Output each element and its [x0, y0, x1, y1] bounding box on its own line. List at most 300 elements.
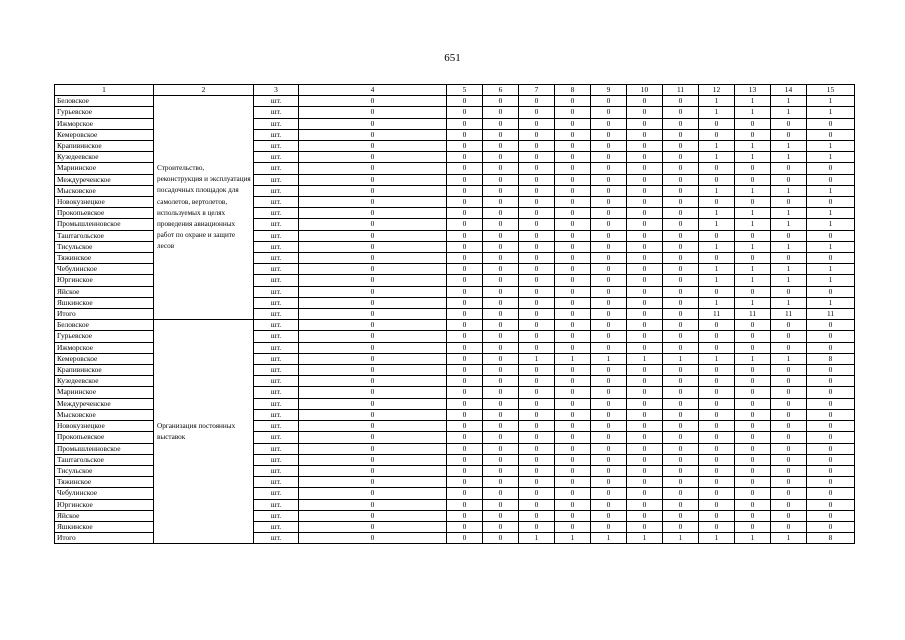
value-cell: 0 [483, 208, 519, 219]
value-cell: 0 [591, 499, 627, 510]
value-cell: 1 [807, 141, 855, 152]
value-cell: 0 [591, 387, 627, 398]
forestry-name-cell: Юргинское [55, 275, 154, 286]
forestry-name-cell: Гурьевское [55, 331, 154, 342]
value-cell: 0 [483, 454, 519, 465]
value-cell: 0 [519, 264, 555, 275]
value-cell: 0 [807, 477, 855, 488]
value-cell: 0 [555, 387, 591, 398]
value-cell: 0 [663, 286, 699, 297]
value-cell: 0 [519, 521, 555, 532]
value-cell: 0 [447, 107, 483, 118]
value-cell: 0 [771, 342, 807, 353]
value-cell: 1 [699, 533, 735, 544]
value-cell: 1 [627, 533, 663, 544]
value-cell: 0 [735, 454, 771, 465]
forestry-name-cell: Промышленновское [55, 219, 154, 230]
value-cell: 0 [555, 197, 591, 208]
value-cell: 1 [771, 107, 807, 118]
value-cell: 0 [447, 432, 483, 443]
value-cell: 0 [663, 477, 699, 488]
value-cell: 0 [807, 521, 855, 532]
forestry-name-cell: Итого [55, 309, 154, 320]
column-header: 8 [555, 85, 591, 96]
value-cell: 0 [447, 510, 483, 521]
forestry-name-cell: Таштагольское [55, 230, 154, 241]
column-header: 9 [591, 85, 627, 96]
value-cell: 0 [299, 197, 447, 208]
value-cell: 0 [807, 197, 855, 208]
value-cell: 0 [771, 477, 807, 488]
value-cell: 0 [299, 141, 447, 152]
column-header: 3 [254, 85, 299, 96]
value-cell: 0 [483, 365, 519, 376]
value-cell: 0 [627, 365, 663, 376]
value-cell: 0 [555, 421, 591, 432]
value-cell: 0 [483, 185, 519, 196]
value-cell: 0 [519, 488, 555, 499]
value-cell: 0 [299, 163, 447, 174]
value-cell: 0 [807, 409, 855, 420]
forestry-name-cell: Кемеровское [55, 353, 154, 364]
value-cell: 0 [447, 230, 483, 241]
value-cell: 0 [519, 241, 555, 252]
value-cell: 0 [627, 275, 663, 286]
value-cell: 0 [627, 398, 663, 409]
value-cell: 0 [627, 510, 663, 521]
value-cell: 0 [663, 141, 699, 152]
value-cell: 0 [663, 129, 699, 140]
value-cell: 0 [591, 230, 627, 241]
value-cell: 0 [735, 409, 771, 420]
value-cell: 0 [519, 129, 555, 140]
value-cell: 0 [519, 432, 555, 443]
value-cell: 0 [699, 387, 735, 398]
value-cell: 0 [771, 331, 807, 342]
value-cell: 0 [555, 96, 591, 107]
value-cell: 0 [735, 488, 771, 499]
value-cell: 0 [735, 320, 771, 331]
value-cell: 0 [699, 342, 735, 353]
forestry-name-cell: Мариинское [55, 163, 154, 174]
value-cell: 0 [447, 219, 483, 230]
value-cell: 0 [299, 421, 447, 432]
value-cell: 0 [483, 376, 519, 387]
value-cell: 0 [771, 488, 807, 499]
value-cell: 0 [299, 264, 447, 275]
value-cell: 1 [807, 297, 855, 308]
value-cell: 0 [807, 443, 855, 454]
value-cell: 11 [699, 309, 735, 320]
value-cell: 0 [591, 174, 627, 185]
value-cell: 0 [483, 533, 519, 544]
value-cell: 0 [519, 118, 555, 129]
value-cell: 11 [771, 309, 807, 320]
value-cell: 0 [663, 331, 699, 342]
value-cell: 0 [519, 230, 555, 241]
unit-cell: шт. [254, 219, 299, 230]
value-cell: 0 [555, 477, 591, 488]
value-cell: 0 [663, 208, 699, 219]
value-cell: 0 [699, 465, 735, 476]
value-cell: 0 [483, 174, 519, 185]
value-cell: 0 [771, 197, 807, 208]
value-cell: 1 [699, 219, 735, 230]
value-cell: 0 [483, 409, 519, 420]
value-cell: 0 [627, 219, 663, 230]
value-cell: 0 [591, 510, 627, 521]
value-cell: 0 [627, 197, 663, 208]
value-cell: 0 [699, 432, 735, 443]
value-cell: 1 [735, 107, 771, 118]
value-cell: 0 [299, 499, 447, 510]
forestry-name-cell: Междуреченское [55, 174, 154, 185]
value-cell: 0 [299, 376, 447, 387]
column-header: 5 [447, 85, 483, 96]
value-cell: 0 [483, 398, 519, 409]
column-header: 2 [154, 85, 254, 96]
value-cell: 0 [555, 331, 591, 342]
value-cell: 0 [807, 454, 855, 465]
value-cell: 11 [807, 309, 855, 320]
forestry-name-cell: Кузедеевское [55, 152, 154, 163]
value-cell: 0 [699, 286, 735, 297]
value-cell: 0 [627, 421, 663, 432]
value-cell: 0 [555, 253, 591, 264]
forestry-name-cell: Тяжинское [55, 253, 154, 264]
value-cell: 1 [699, 353, 735, 364]
value-cell: 0 [483, 432, 519, 443]
value-cell: 0 [299, 174, 447, 185]
value-cell: 0 [519, 510, 555, 521]
value-cell: 0 [663, 230, 699, 241]
value-cell: 0 [807, 465, 855, 476]
forestry-name-cell: Беловское [55, 96, 154, 107]
value-cell: 0 [807, 286, 855, 297]
value-cell: 0 [519, 499, 555, 510]
value-cell: 0 [519, 297, 555, 308]
value-cell: 0 [591, 185, 627, 196]
value-cell: 0 [519, 387, 555, 398]
value-cell: 0 [807, 174, 855, 185]
value-cell: 0 [447, 185, 483, 196]
value-cell: 0 [555, 286, 591, 297]
unit-cell: шт. [254, 152, 299, 163]
value-cell: 0 [627, 118, 663, 129]
value-cell: 0 [299, 208, 447, 219]
value-cell: 0 [627, 443, 663, 454]
value-cell: 0 [483, 118, 519, 129]
value-cell: 0 [735, 174, 771, 185]
value-cell: 0 [519, 286, 555, 297]
forestry-name-cell: Новокузнецкое [55, 421, 154, 432]
value-cell: 0 [299, 320, 447, 331]
unit-cell: шт. [254, 521, 299, 532]
unit-cell: шт. [254, 107, 299, 118]
forestry-name-cell: Чебулинское [55, 488, 154, 499]
unit-cell: шт. [254, 421, 299, 432]
value-cell: 1 [699, 275, 735, 286]
value-cell: 0 [555, 454, 591, 465]
value-cell: 0 [299, 309, 447, 320]
value-cell: 0 [807, 488, 855, 499]
value-cell: 0 [447, 533, 483, 544]
forestry-name-cell: Прокопьевское [55, 208, 154, 219]
value-cell: 0 [699, 521, 735, 532]
value-cell: 0 [555, 499, 591, 510]
value-cell: 0 [627, 521, 663, 532]
value-cell: 0 [555, 320, 591, 331]
value-cell: 0 [555, 141, 591, 152]
value-cell: 0 [519, 443, 555, 454]
value-cell: 1 [699, 264, 735, 275]
value-cell: 0 [299, 409, 447, 420]
value-cell: 0 [735, 163, 771, 174]
value-cell: 0 [627, 208, 663, 219]
value-cell: 0 [699, 510, 735, 521]
value-cell: 8 [807, 353, 855, 364]
value-cell: 0 [519, 96, 555, 107]
value-cell: 1 [699, 208, 735, 219]
value-cell: 0 [555, 129, 591, 140]
unit-cell: шт. [254, 197, 299, 208]
value-cell: 0 [699, 365, 735, 376]
value-cell: 0 [447, 331, 483, 342]
value-cell: 0 [591, 163, 627, 174]
forestry-name-cell: Таштагольское [55, 454, 154, 465]
forestry-name-cell: Тисульское [55, 465, 154, 476]
value-cell: 0 [519, 376, 555, 387]
unit-cell: шт. [254, 443, 299, 454]
value-cell: 1 [771, 152, 807, 163]
value-cell: 0 [627, 465, 663, 476]
unit-cell: шт. [254, 342, 299, 353]
value-cell: 0 [299, 488, 447, 499]
value-cell: 0 [771, 365, 807, 376]
value-cell: 0 [663, 219, 699, 230]
value-cell: 1 [735, 264, 771, 275]
value-cell: 0 [591, 331, 627, 342]
value-cell: 0 [483, 443, 519, 454]
value-cell: 0 [555, 376, 591, 387]
value-cell: 0 [447, 521, 483, 532]
value-cell: 0 [483, 241, 519, 252]
value-cell: 0 [591, 454, 627, 465]
value-cell: 0 [483, 521, 519, 532]
value-cell: 0 [555, 342, 591, 353]
value-cell: 0 [447, 241, 483, 252]
forestry-name-cell: Гурьевское [55, 107, 154, 118]
value-cell: 0 [591, 477, 627, 488]
value-cell: 0 [591, 421, 627, 432]
value-cell: 1 [807, 219, 855, 230]
value-cell: 0 [663, 365, 699, 376]
value-cell: 0 [591, 443, 627, 454]
value-cell: 0 [771, 443, 807, 454]
unit-cell: шт. [254, 309, 299, 320]
value-cell: 1 [807, 264, 855, 275]
value-cell: 0 [519, 163, 555, 174]
value-cell: 0 [299, 96, 447, 107]
value-cell: 1 [771, 185, 807, 196]
value-cell: 0 [627, 331, 663, 342]
value-cell: 0 [663, 320, 699, 331]
value-cell: 0 [447, 398, 483, 409]
value-cell: 0 [591, 488, 627, 499]
value-cell: 0 [663, 163, 699, 174]
value-cell: 1 [771, 275, 807, 286]
value-cell: 8 [807, 533, 855, 544]
value-cell: 0 [627, 488, 663, 499]
value-cell: 0 [627, 230, 663, 241]
value-cell: 1 [807, 152, 855, 163]
value-cell: 0 [555, 521, 591, 532]
value-cell: 0 [699, 454, 735, 465]
value-cell: 0 [447, 421, 483, 432]
value-cell: 0 [627, 253, 663, 264]
value-cell: 0 [735, 365, 771, 376]
unit-cell: шт. [254, 365, 299, 376]
value-cell: 0 [299, 107, 447, 118]
value-cell: 0 [663, 107, 699, 118]
value-cell: 0 [771, 376, 807, 387]
value-cell: 0 [627, 152, 663, 163]
forestry-name-cell: Яйское [55, 286, 154, 297]
value-cell: 0 [519, 219, 555, 230]
forestry-name-cell: Мариинское [55, 387, 154, 398]
value-cell: 0 [591, 465, 627, 476]
value-cell: 1 [519, 533, 555, 544]
value-cell: 0 [735, 387, 771, 398]
value-cell: 0 [627, 309, 663, 320]
unit-cell: шт. [254, 96, 299, 107]
value-cell: 1 [735, 275, 771, 286]
value-cell: 0 [735, 465, 771, 476]
value-cell: 0 [299, 253, 447, 264]
value-cell: 0 [807, 320, 855, 331]
value-cell: 0 [447, 454, 483, 465]
unit-cell: шт. [254, 174, 299, 185]
value-cell: 0 [519, 365, 555, 376]
value-cell: 0 [627, 297, 663, 308]
value-cell: 0 [771, 163, 807, 174]
forestry-report-table [54, 84, 855, 544]
value-cell: 0 [483, 387, 519, 398]
value-cell: 0 [699, 421, 735, 432]
value-cell: 0 [447, 129, 483, 140]
unit-cell: шт. [254, 253, 299, 264]
value-cell: 0 [299, 365, 447, 376]
value-cell: 0 [483, 477, 519, 488]
column-header: 4 [299, 85, 447, 96]
value-cell: 1 [735, 219, 771, 230]
unit-cell: шт. [254, 320, 299, 331]
value-cell: 0 [627, 185, 663, 196]
value-cell: 0 [771, 398, 807, 409]
value-cell: 0 [771, 129, 807, 140]
value-cell: 0 [663, 275, 699, 286]
value-cell: 1 [519, 353, 555, 364]
value-cell: 0 [663, 297, 699, 308]
value-cell: 0 [483, 129, 519, 140]
value-cell: 0 [299, 331, 447, 342]
value-cell: 1 [771, 208, 807, 219]
value-cell: 0 [771, 499, 807, 510]
value-cell: 0 [555, 510, 591, 521]
column-header: 10 [627, 85, 663, 96]
value-cell: 0 [627, 174, 663, 185]
value-cell: 0 [699, 129, 735, 140]
value-cell: 0 [663, 443, 699, 454]
value-cell: 0 [771, 174, 807, 185]
value-cell: 0 [591, 208, 627, 219]
value-cell: 0 [807, 163, 855, 174]
value-cell: 0 [663, 499, 699, 510]
value-cell: 0 [771, 118, 807, 129]
value-cell: 0 [627, 342, 663, 353]
value-cell: 0 [663, 398, 699, 409]
value-cell: 0 [627, 454, 663, 465]
value-cell: 1 [735, 185, 771, 196]
value-cell: 0 [663, 510, 699, 521]
value-cell: 1 [771, 96, 807, 107]
forestry-name-cell: Мысковское [55, 185, 154, 196]
value-cell: 0 [555, 163, 591, 174]
value-cell: 0 [447, 141, 483, 152]
value-cell: 0 [591, 197, 627, 208]
value-cell: 0 [483, 275, 519, 286]
value-cell: 0 [519, 320, 555, 331]
value-cell: 0 [519, 342, 555, 353]
value-cell: 0 [591, 365, 627, 376]
forestry-name-cell: Яшкинское [55, 297, 154, 308]
value-cell: 0 [447, 174, 483, 185]
value-cell: 0 [627, 477, 663, 488]
value-cell: 0 [447, 409, 483, 420]
value-cell: 0 [591, 253, 627, 264]
value-cell: 0 [555, 241, 591, 252]
value-cell: 0 [519, 185, 555, 196]
value-cell: 1 [555, 533, 591, 544]
value-cell: 0 [555, 443, 591, 454]
value-cell: 0 [735, 510, 771, 521]
value-cell: 0 [483, 342, 519, 353]
value-cell: 0 [483, 163, 519, 174]
value-cell: 0 [519, 331, 555, 342]
value-cell: 0 [555, 309, 591, 320]
forestry-name-cell: Новокузнецкое [55, 197, 154, 208]
value-cell: 0 [807, 510, 855, 521]
value-cell: 0 [771, 421, 807, 432]
unit-cell: шт. [254, 387, 299, 398]
value-cell: 0 [483, 141, 519, 152]
value-cell: 0 [483, 230, 519, 241]
value-cell: 0 [519, 454, 555, 465]
value-cell: 0 [699, 230, 735, 241]
table-body [55, 96, 855, 544]
value-cell: 1 [735, 353, 771, 364]
value-cell: 0 [663, 185, 699, 196]
value-cell: 0 [519, 107, 555, 118]
value-cell: 0 [735, 432, 771, 443]
value-cell: 0 [555, 297, 591, 308]
value-cell: 11 [735, 309, 771, 320]
value-cell: 0 [663, 387, 699, 398]
forestry-name-cell: Ижморское [55, 118, 154, 129]
value-cell: 0 [735, 230, 771, 241]
value-cell: 0 [483, 309, 519, 320]
value-cell: 0 [299, 286, 447, 297]
